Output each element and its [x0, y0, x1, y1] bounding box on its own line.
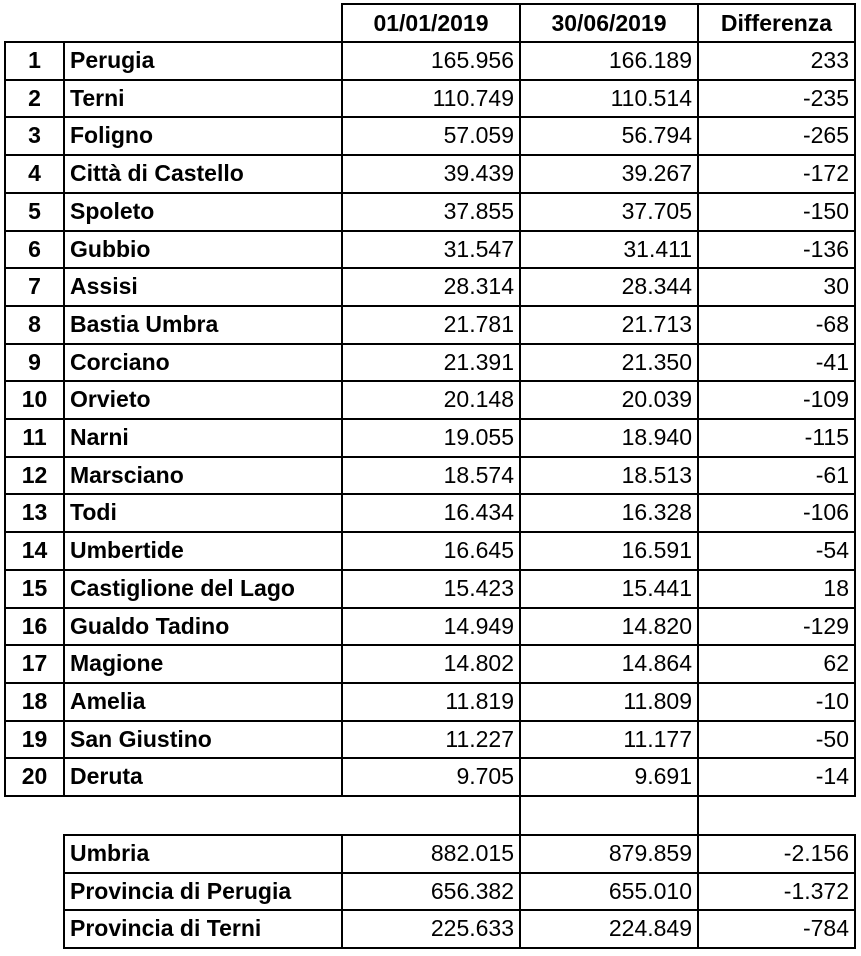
total-population-start: 882.015: [430, 840, 514, 866]
row-difference: -115: [804, 424, 849, 450]
row-population-end: 110.514: [610, 84, 692, 111]
total-population-end: 879.859: [608, 840, 692, 866]
row-difference: -54: [815, 537, 849, 564]
row-population-end: 18.513: [621, 461, 692, 488]
table-border-h: [63, 834, 856, 836]
row-rank: 4: [28, 160, 41, 187]
row-municipality: Todi: [70, 499, 117, 526]
table-border-h: [4, 569, 856, 571]
row-population-start: 39.439: [443, 160, 514, 187]
row-difference: -106: [802, 499, 849, 526]
row-population-start: 21.781: [443, 310, 514, 337]
row-population-start: 21.391: [443, 348, 514, 375]
row-municipality: Terni: [70, 84, 125, 111]
row-rank: 1: [28, 47, 41, 73]
table-border-h: [4, 720, 856, 722]
table-border-h: [4, 230, 856, 232]
row-population-end: 28.344: [621, 273, 692, 300]
row-difference: 18: [823, 574, 849, 601]
table-border-h: [4, 531, 856, 533]
row-population-end: 20.039: [621, 386, 692, 413]
row-municipality: Foligno: [70, 122, 154, 149]
header-date-end: 30/06/2019: [551, 10, 667, 36]
row-difference: -68: [815, 310, 849, 337]
row-population-end: 14.864: [621, 650, 692, 677]
row-population-end: 166.189: [608, 47, 692, 73]
row-municipality: Spoleto: [70, 197, 155, 224]
row-difference: 62: [823, 650, 849, 677]
row-population-start: 9.705: [456, 763, 514, 790]
table-border-h: [4, 116, 856, 118]
row-difference: 30: [823, 273, 849, 300]
row-population-start: 28.314: [443, 273, 514, 300]
row-difference: -129: [802, 612, 849, 639]
table-border-v: [63, 41, 65, 797]
row-population-start: 31.547: [443, 235, 514, 262]
row-municipality: Amelia: [70, 687, 146, 714]
table-border-h: [63, 947, 856, 949]
table-border-h: [4, 418, 856, 420]
table-border-v: [697, 834, 699, 949]
row-municipality: Assisi: [70, 273, 138, 300]
row-municipality: Gubbio: [70, 235, 151, 262]
row-population-end: 21.713: [621, 310, 692, 337]
row-difference: -50: [815, 725, 849, 752]
table-border-v: [63, 834, 65, 949]
table-border-v: [341, 41, 343, 797]
row-population-end: 15.441: [621, 574, 692, 601]
row-municipality: Città di Castello: [70, 160, 244, 187]
table-border-h: [4, 380, 856, 382]
table-border-h: [4, 493, 856, 495]
total-population-start: 656.382: [430, 877, 514, 904]
row-difference: -41: [815, 348, 849, 375]
row-population-start: 11.227: [445, 725, 514, 752]
row-rank: 16: [21, 612, 48, 639]
table-border-v: [519, 3, 521, 43]
row-population-start: 14.802: [443, 650, 514, 677]
table-border-v: [854, 3, 856, 43]
row-rank: 5: [28, 197, 41, 224]
row-population-end: 14.820: [621, 612, 692, 639]
row-population-end: 56.794: [621, 122, 692, 149]
row-rank: 20: [21, 763, 48, 790]
total-area: Umbria: [70, 840, 150, 866]
table-border-v: [341, 834, 343, 949]
row-rank: 9: [28, 348, 41, 375]
row-rank: 17: [21, 650, 48, 677]
table-border-h: [4, 305, 856, 307]
row-municipality: Orvieto: [70, 386, 151, 413]
row-rank: 19: [21, 725, 48, 752]
row-difference: 233: [810, 47, 849, 73]
table-border-v: [519, 834, 521, 949]
row-population-start: 14.949: [443, 612, 514, 639]
table-border-h: [4, 456, 856, 458]
table-border-h: [4, 757, 856, 759]
row-population-end: 9.691: [634, 763, 692, 790]
table-border-v: [697, 3, 699, 43]
row-population-start: 15.423: [443, 574, 514, 601]
row-municipality: Magione: [70, 650, 164, 677]
table-border-h: [4, 192, 856, 194]
table-border-h: [63, 872, 856, 874]
row-population-start: 16.434: [443, 499, 514, 526]
header-difference: Differenza: [720, 10, 833, 36]
table-border-v: [697, 41, 699, 797]
table-border-h: [4, 607, 856, 609]
table-border-h: [63, 909, 856, 911]
row-population-start: 57.059: [443, 122, 514, 149]
row-rank: 11: [22, 424, 47, 450]
table-border-h: [341, 3, 856, 5]
table-border-v: [697, 795, 699, 836]
table-border-v: [519, 795, 521, 836]
row-rank: 6: [28, 235, 41, 262]
row-population-start: 18.574: [443, 461, 514, 488]
row-difference: -150: [802, 197, 849, 224]
row-difference: -14: [815, 763, 849, 790]
table-border-v: [519, 41, 521, 797]
table-border-v: [854, 834, 856, 949]
row-population-end: 31.411: [623, 235, 692, 262]
header-date-start: 01/01/2019: [373, 10, 489, 36]
row-population-end: 16.591: [621, 537, 692, 564]
row-difference: -61: [815, 461, 849, 488]
row-rank: 12: [21, 461, 48, 488]
table-border-h: [4, 795, 856, 797]
table-border-h: [4, 343, 856, 345]
row-municipality: Castiglione del Lago: [70, 574, 295, 601]
row-population-end: 37.705: [621, 197, 692, 224]
total-area: Provincia di Perugia: [70, 877, 292, 904]
row-municipality: Umbertide: [70, 537, 184, 564]
row-municipality: Bastia Umbra: [70, 310, 219, 337]
row-population-start: 37.855: [443, 197, 514, 224]
total-population-start: 225.633: [430, 915, 514, 941]
row-difference: -136: [802, 235, 849, 262]
row-rank: 10: [21, 386, 48, 413]
row-difference: -172: [802, 160, 849, 187]
row-population-start: 11.819: [445, 687, 514, 714]
row-population-end: 18.940: [621, 424, 692, 450]
row-population-end: 39.267: [621, 160, 692, 187]
table-border-v: [341, 3, 343, 43]
row-rank: 7: [28, 273, 41, 300]
table-border-h: [4, 644, 856, 646]
row-rank: 13: [21, 499, 48, 526]
total-population-end: 655.010: [608, 877, 692, 904]
row-municipality: Narni: [70, 424, 129, 450]
row-population-start: 110.749: [432, 84, 514, 111]
row-municipality: Marsciano: [70, 461, 184, 488]
row-municipality: Deruta: [70, 763, 143, 790]
table-border-h: [4, 41, 856, 43]
row-difference: -265: [802, 122, 849, 149]
table-border-h: [4, 154, 856, 156]
row-population-end: 11.809: [623, 687, 692, 714]
row-difference: -235: [802, 84, 849, 111]
row-population-start: 19.055: [443, 424, 514, 450]
row-rank: 18: [21, 687, 48, 714]
row-municipality: Gualdo Tadino: [70, 612, 230, 639]
total-area: Provincia di Terni: [70, 915, 262, 941]
row-rank: 2: [28, 84, 41, 111]
row-population-start: 165.956: [430, 47, 514, 73]
row-population-start: 16.645: [443, 537, 514, 564]
total-difference: -784: [802, 915, 849, 941]
table-border-v: [854, 41, 856, 797]
table-border-v: [4, 41, 6, 797]
row-rank: 8: [28, 310, 41, 337]
row-rank: 14: [21, 537, 48, 564]
table-border-h: [4, 267, 856, 269]
total-difference: -1.372: [783, 877, 849, 904]
total-difference: -2.156: [783, 840, 849, 866]
row-population-start: 20.148: [443, 386, 514, 413]
row-municipality: Perugia: [70, 47, 155, 73]
row-population-end: 21.350: [621, 348, 692, 375]
total-population-end: 224.849: [608, 915, 692, 941]
row-rank: 3: [28, 122, 41, 149]
row-difference: -10: [815, 687, 849, 714]
row-municipality: San Giustino: [70, 725, 212, 752]
row-population-end: 11.177: [623, 725, 692, 752]
row-difference: -109: [802, 386, 849, 413]
table-border-h: [4, 79, 856, 81]
row-population-end: 16.328: [621, 499, 692, 526]
table-border-h: [4, 682, 856, 684]
row-municipality: Corciano: [70, 348, 170, 375]
row-rank: 15: [21, 574, 48, 601]
